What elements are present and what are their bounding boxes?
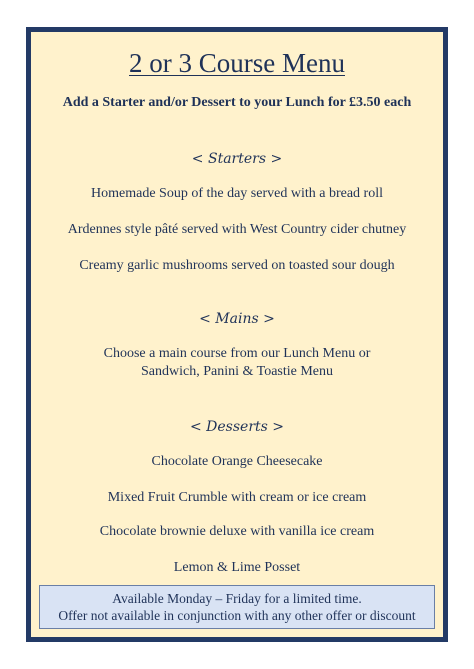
desserts-heading: < Desserts > <box>189 419 285 435</box>
starter-item: Ardennes style pâté served with West Country cider chutney <box>67 222 407 237</box>
offer-disclaimer: Offer not available in conjunction with any other offer or discount <box>58 608 416 623</box>
availability-text: Available Monday – Friday for a limited time. <box>112 591 362 606</box>
mains-line: Sandwich, Panini & Toastie Menu <box>140 364 334 379</box>
dessert-item: Mixed Fruit Crumble with cream or ice cream <box>107 490 367 505</box>
starter-item: Creamy garlic mushrooms served on toasted sour dough <box>79 258 395 273</box>
mains-line: Choose a main course from our Lunch Menu or <box>103 346 371 361</box>
dessert-item: Chocolate Orange Cheesecake <box>151 454 323 469</box>
menu-subtitle: Add a Starter and/or Dessert to your Lunch for £3.50 each <box>62 95 412 110</box>
dessert-item: Chocolate brownie deluxe with vanilla ice cream <box>99 524 375 539</box>
dessert-item: Lemon & Lime Posset <box>173 560 301 575</box>
mains-heading: < Mains > <box>199 311 275 327</box>
page-title: 2 or 3 Course Menu <box>129 48 345 78</box>
menu-frame <box>26 27 448 642</box>
availability-notice <box>39 585 435 629</box>
starter-item: Homemade Soup of the day served with a bread roll <box>91 186 383 201</box>
starters-heading: < Starters > <box>191 151 283 167</box>
